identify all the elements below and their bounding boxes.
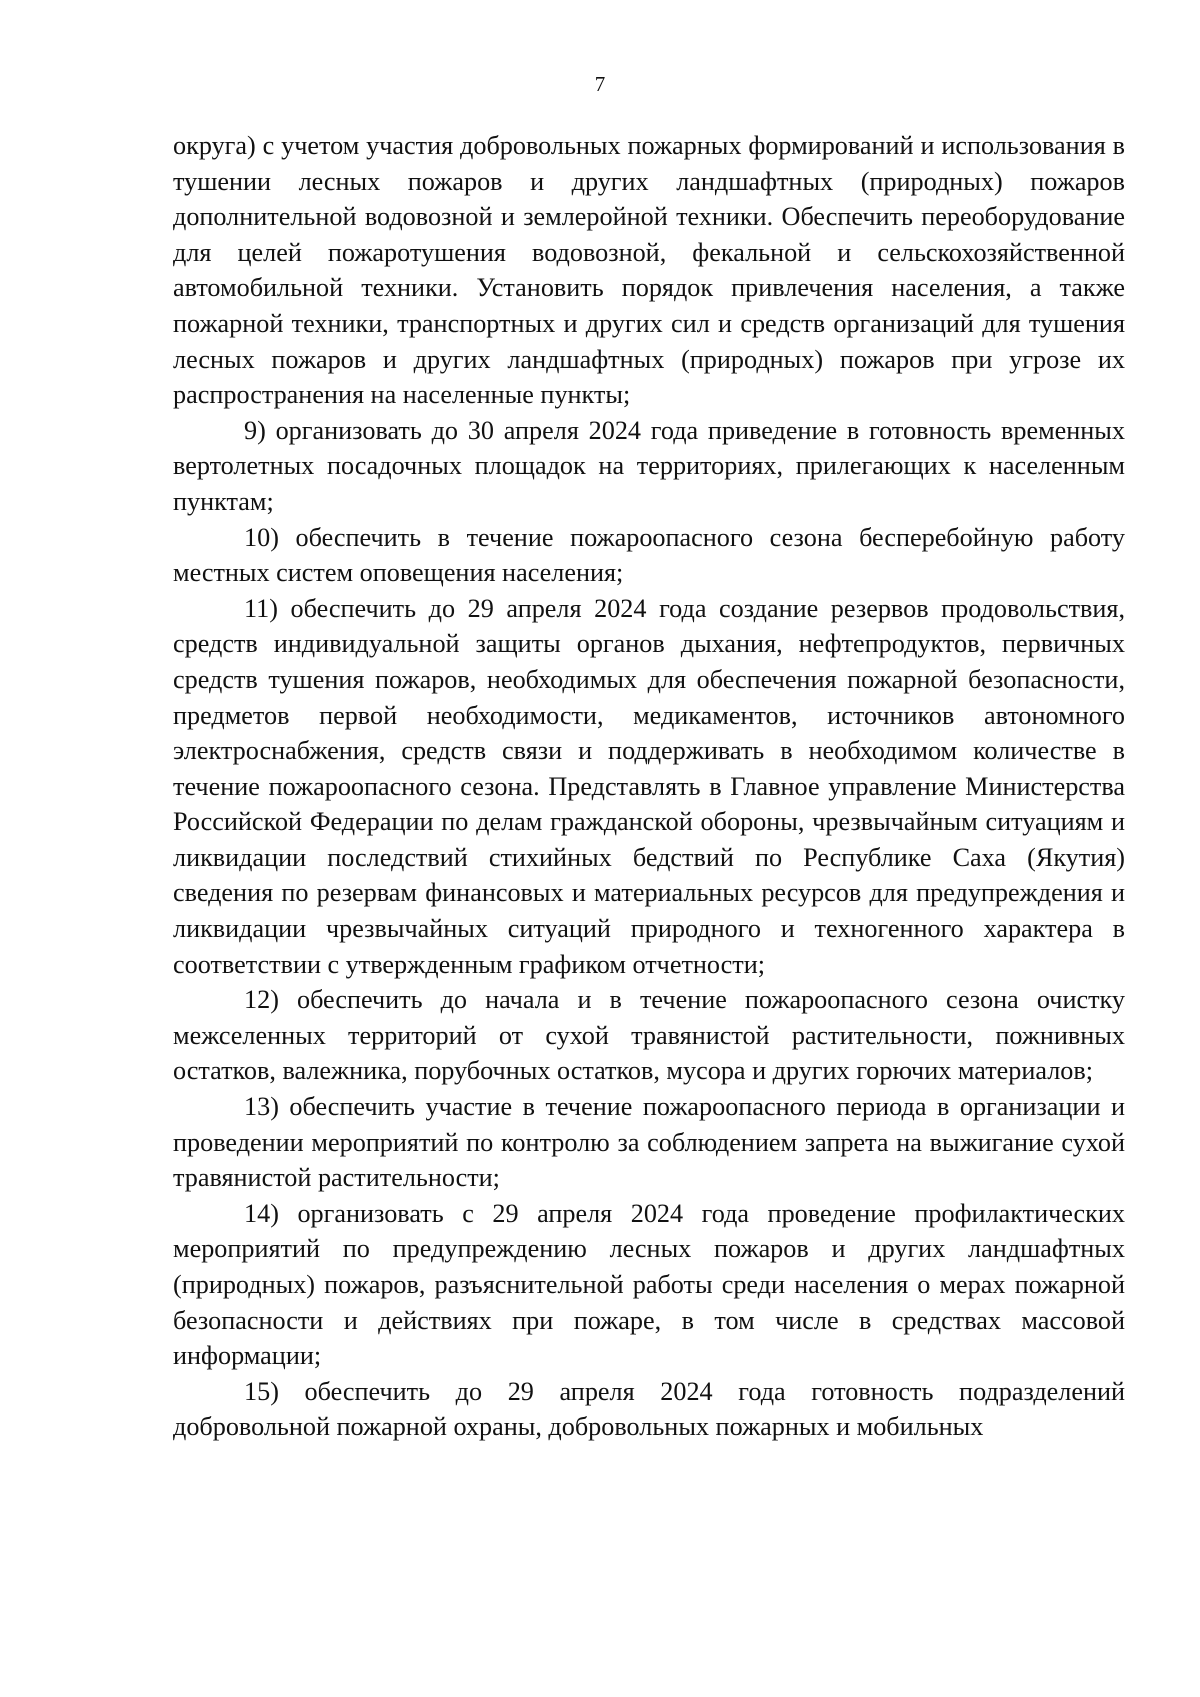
- document-body: [173, 128, 1125, 1445]
- paragraph-item-15: 15) обеспечить до 29 апреля 2024 года готовность подразделений добровольной пожарной охраны, добровольных пожарных и мобильных: [173, 1376, 1125, 1442]
- paragraph-continuation: округа) с учетом участия добровольных пожарных формирований и использования в тушении лесных пожаров и других ландшафтных (природных) пожаров дополнительной водовозной и землеройной техники. Обеспечить переоборудование для целей пожаротушения водовозной, фекальной и сельскохозяйственной автомобильной техники. Установить порядок привлечения населения, а также пожарной техники, транспортных и других сил и средств организаций для тушения лесных пожаров и других ландшафтных (природных) пожаров при угрозе их распространения на населенные пункты;: [173, 131, 1125, 410]
- page-number: 7: [594, 72, 606, 96]
- paragraph-item-12: 12) обеспечить до начала и в течение пожароопасного сезона очистку межселенных территорий от сухой травянистой растительности, пожнивных остатков, валежника, порубочных остатков, мусора и других горючих материалов;: [173, 985, 1125, 1086]
- paragraph-item-11: 11) обеспечить до 29 апреля 2024 года создание резервов продовольствия, средств индивидуальной защиты органов дыхания, нефтепродуктов, первичных средств тушения пожаров, необходимых для обеспечения пожарной безопасности, предметов первой необходимости, медикаментов, источников автономного электроснабжения, средств связи и поддерживать в необходимом количестве в течение пожароопасного сезона. Представлять в Главное управление Министерства Российской Федерации по делам гражданской обороны, чрезвычайным ситуациям и ликвидации последствий стихийных бедствий по Республике Саха (Якутия) сведения по резервам финансовых и материальных ресурсов для предупреждения и ликвидации чрезвычайных ситуаций природного и техногенного характера в соответствии с утвержденным графиком отчетности;: [173, 593, 1125, 979]
- paragraph-item-14: 14) организовать с 29 апреля 2024 года проведение профилактических мероприятий по предупреждению лесных пожаров и других ландшафтных (природных) пожаров, разъяснительной работы среди населения о мерах пожарной безопасности и действиях при пожаре, в том числе в средствах массовой информации;: [173, 1198, 1125, 1371]
- paragraph-item-10: 10) обеспечить в течение пожароопасного сезона бесперебойную работу местных систем оповещения населения;: [173, 522, 1125, 588]
- paragraph-item-9: 9) организовать до 30 апреля 2024 года приведение в готовность временных вертолетных посадочных площадок на территориях, прилегающих к населенным пунктам;: [173, 415, 1125, 516]
- paragraph-item-13: 13) обеспечить участие в течение пожароопасного периода в организации и проведении мероприятий по контролю за соблюдением запрета на выжигание сухой травянистой растительности;: [173, 1092, 1125, 1193]
